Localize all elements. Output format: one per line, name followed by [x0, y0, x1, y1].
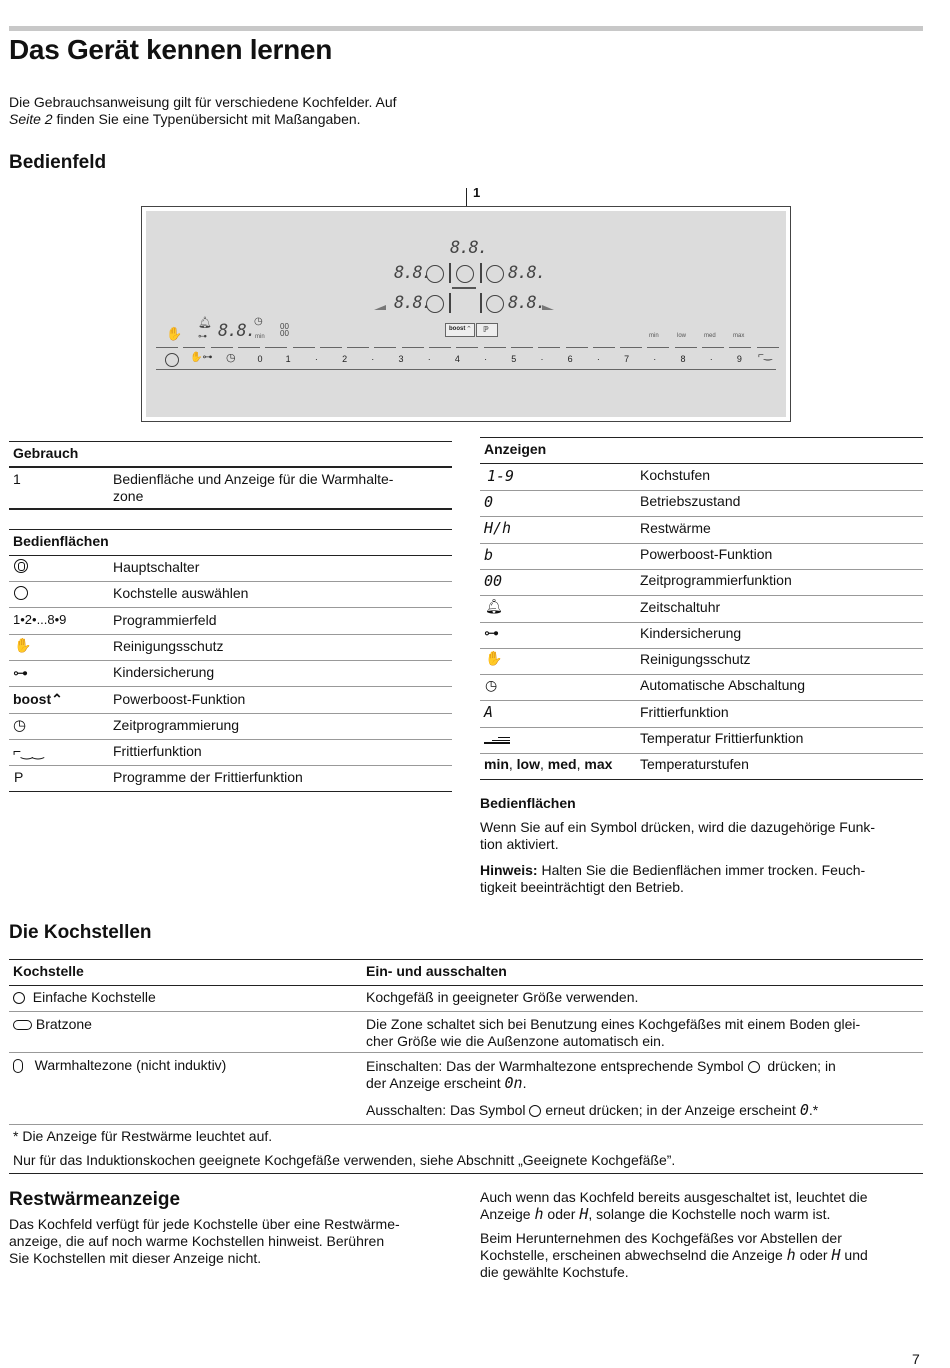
key-separator [374, 347, 396, 348]
key-icon: ⊶ [484, 625, 499, 642]
fry-program-symbol: P [14, 769, 24, 785]
row-separator [9, 634, 452, 635]
key-separator [347, 347, 369, 348]
row1-text: Kochgefäß in geeigneter Größe verwenden. [366, 989, 639, 1005]
anzeige-label: Frittierfunktion [640, 703, 729, 720]
rw-r2-3: die gewählte Kochstufe. [480, 1264, 629, 1280]
gebrauch-line-2: zone [113, 488, 144, 504]
main-switch-icon [14, 559, 28, 576]
rule [9, 1173, 923, 1174]
rw-r2-2a: Kochstelle, erscheinen abwechselnd die Anzeige [480, 1247, 783, 1263]
residual-heat-symbol: H/h [484, 519, 512, 537]
key-2[interactable]: 2 [342, 354, 348, 364]
bedienflaechen-header: Bedienflächen [13, 533, 109, 549]
anzeige-label: Powerboost-Funktion [640, 545, 773, 562]
boost-symbol [13, 691, 63, 708]
row2-line-1: Die Zone schaltet sich bei Benutzung eines Kochgefäßes mit einem Boden glei- [366, 1016, 861, 1032]
page-number: 7 [912, 1351, 920, 1367]
hand-icon: ✋ [14, 637, 32, 653]
anzeige-label: Zeitprogrammierfunktion [640, 572, 792, 589]
kochstelle-row-2 [13, 1016, 92, 1033]
gebrauch-text [113, 471, 393, 505]
clock-icon[interactable]: ◷ [226, 352, 236, 364]
seg-h-symbol: h [786, 1246, 796, 1264]
hand-icon: ✋ [485, 650, 503, 666]
bedienflaeche-label: Programmierfeld [113, 611, 217, 628]
circle-icon [13, 992, 25, 1004]
key-separator [538, 347, 560, 348]
rw-left-2: anzeige, die auf noch warme Kochstellen hinweist. Berühren [9, 1233, 385, 1249]
zone-ring-front-left[interactable] [426, 265, 444, 283]
key-4[interactable]: 4 [454, 354, 460, 364]
timer-00-symbol: 00 [484, 572, 503, 590]
temp-label-low: low [677, 333, 687, 339]
key-dot[interactable]: · [314, 354, 318, 364]
cookware-note: Nur für das Induktionskochen geeignete Kochgefäße verwenden, siehe Abschnitt „Geeignete Kochgefäße”. [13, 1152, 676, 1168]
row2-text [366, 1016, 860, 1050]
bedienflaeche-label: Hauptschalter [113, 559, 200, 575]
bedienfeld-heading: Bedienfeld [9, 152, 107, 173]
key-0[interactable]: 0 [257, 354, 263, 364]
fry-icon: ⌐‿‿ [13, 743, 44, 759]
key-separator [320, 347, 342, 348]
key-6[interactable]: 6 [567, 354, 573, 364]
hint-line-1: Halten Sie die Bedienflächen immer trocken. Feuch- [537, 862, 866, 878]
seg-H-symbol: H [831, 1246, 841, 1264]
rule [9, 508, 452, 510]
on-seg-symbol: 0n [504, 1074, 523, 1092]
min-label: min [255, 334, 265, 340]
anzeige-label: Zeitschaltuhr [640, 598, 721, 615]
key-separator [402, 347, 424, 348]
row-separator [9, 739, 452, 740]
auto-off-icon: ◷ [485, 677, 498, 693]
key-separator [265, 347, 287, 348]
row3-on-end: . [522, 1075, 527, 1091]
key-dot[interactable]: · [484, 354, 488, 364]
auto-off-icon: ◷ [254, 316, 263, 327]
boost-text: boost [13, 691, 52, 707]
row-separator [480, 490, 923, 491]
info-line-1: Wenn Sie auf ein Symbol drücken, wird die dazugehörige Funk- [480, 819, 876, 835]
footnote: * Die Anzeige für Restwärme leuchtet auf. [13, 1128, 273, 1144]
bedienflaeche-label: Frittierfunktion [113, 743, 202, 760]
bedienflaeche-label: Powerboost-Funktion [113, 690, 246, 707]
fry-A-symbol: A [484, 703, 494, 721]
key-separator [211, 347, 233, 348]
kochstellen-heading: Die Kochstellen [9, 922, 152, 943]
row3-on-b: drücken; in [767, 1058, 836, 1074]
key-separator [511, 347, 533, 348]
rw-r2-1: Beim Herunternehmen des Kochgefäßes vor Abstellen der [480, 1230, 842, 1246]
key-separator [156, 347, 178, 348]
top-rule [9, 26, 923, 31]
display-top: 8.8. [450, 238, 487, 258]
row-separator [9, 581, 452, 582]
rw-r2-2b: oder [799, 1247, 828, 1263]
ring-divider [449, 263, 451, 283]
key-dot[interactable]: · [371, 354, 375, 364]
anzeige-label: Restwärme [640, 519, 711, 536]
row-separator [480, 779, 923, 780]
rw-r1-2b: oder [547, 1206, 576, 1222]
rw-r1-2c: , solange die Kochstelle noch warm ist. [588, 1206, 831, 1222]
anzeigen-header: Anzeigen [484, 441, 547, 457]
zone-bar [452, 287, 476, 289]
anzeige-label: Temperaturstufen [640, 756, 749, 773]
key-separator [620, 347, 642, 348]
row-separator [9, 765, 452, 766]
temp-label-med: med [704, 333, 716, 339]
boost-chevron-icon: ⌃ [466, 326, 472, 333]
rule [9, 441, 452, 442]
bell-icon: 🔔︎ [485, 598, 503, 614]
bedienflaechen-info-heading: Bedienflächen [480, 795, 576, 811]
bedienflaeche-label: Programme der Frittierfunktion [113, 769, 303, 786]
row-separator [480, 753, 923, 754]
circle-icon [14, 586, 28, 603]
key-3[interactable]: 3 [398, 354, 404, 364]
restwaerme-right-p1 [480, 1189, 868, 1223]
circle-icon [529, 1105, 541, 1117]
key-separator [429, 347, 451, 348]
key-separator [484, 347, 506, 348]
bedienflaeche-label: Kochstelle auswählen [113, 585, 249, 602]
temp-levels-symbol: min, low, med, max [484, 756, 613, 772]
rule [9, 1052, 923, 1053]
key-baseline [156, 369, 776, 370]
row-separator [9, 791, 452, 792]
rule [480, 437, 923, 438]
hand-key-icon[interactable]: ✋⊶ [190, 352, 213, 363]
row1-name: Einfache Kochstelle [32, 989, 156, 1005]
row-separator [480, 543, 923, 544]
zone-ring-center[interactable] [456, 265, 474, 283]
page-title: Das Gerät kennen lernen [9, 34, 333, 65]
temp-bars-icon [484, 731, 510, 747]
key-1[interactable]: 1 [285, 354, 291, 364]
clock-icon: ◷ [13, 717, 27, 734]
rw-r1-2a: Anzeige [480, 1206, 531, 1222]
rule [9, 555, 452, 556]
temp-label-max: max [733, 333, 745, 339]
ring-divider [480, 263, 482, 283]
ein-aus-col-header: Ein- und ausschalten [366, 963, 507, 979]
rw-left-3: Sie Kochstellen mit dieser Anzeige nicht. [9, 1250, 262, 1266]
control-panel [146, 211, 786, 417]
row3-off-b: erneut drücken; in der Anzeige erscheint [545, 1102, 796, 1118]
double-zero-icon: 00 00 [280, 322, 289, 338]
row3-on-a: Einschalten: Das der Warmhaltezone entsprechende Symbol [366, 1058, 744, 1074]
restwaerme-heading: Restwärmeanzeige [9, 1189, 181, 1210]
rw-r1-1: Auch wenn das Kochfeld bereits ausgeschaltet ist, leuchtet die [480, 1189, 868, 1205]
hint-label: Hinweis: [480, 862, 538, 878]
row2-name: Bratzone [35, 1016, 92, 1032]
double-chevron-icon: ⌃ [51, 691, 63, 707]
hint-line-2: tigkeit beeinträchtigt den Betrieb. [480, 879, 684, 895]
row-separator [9, 713, 452, 714]
key-separator [647, 347, 669, 348]
boost-button[interactable] [445, 323, 475, 337]
rule [9, 1124, 923, 1125]
rule [480, 463, 923, 464]
gebrauch-line-1: Bedienfläche und Anzeige für die Warmhalte- [113, 471, 394, 487]
display-row2-left: 8.8. [394, 293, 431, 313]
row3-on-c: der Anzeige erscheint [366, 1075, 501, 1091]
rule [9, 959, 923, 960]
key-dot[interactable]: · [596, 354, 600, 364]
bedienflaeche-label: Reinigungsschutz [113, 637, 224, 654]
key-separator [238, 347, 260, 348]
level-1-9-symbol: 1-9 [487, 467, 515, 485]
fry-program-button[interactable] [476, 323, 498, 337]
temp-wedge-left [374, 305, 386, 310]
display-row2-right: 8.8. [508, 293, 545, 313]
anzeige-label: Kochstufen [640, 467, 711, 483]
kochstelle-col-header: Kochstelle [13, 963, 84, 979]
row-separator [480, 648, 923, 649]
circle-icon [748, 1061, 760, 1073]
row-separator [480, 622, 923, 623]
key-icon: ⊶ [198, 331, 207, 341]
fry-icon[interactable]: ⌐‿ [758, 350, 772, 361]
zone-ring-rear-right[interactable] [486, 295, 504, 313]
key-separator [593, 347, 615, 348]
row-separator [480, 700, 923, 701]
row3-name: Warmhaltezone (nicht induktiv) [34, 1057, 227, 1073]
zone-ring-rear-left[interactable] [426, 295, 444, 313]
display-row1-left: 8.8. [394, 263, 431, 283]
intro-page-ref: Seite 2 [9, 111, 53, 127]
anzeige-label: Betriebszustand [640, 493, 741, 510]
seg-h-symbol: h [534, 1205, 544, 1223]
key-7[interactable]: 7 [624, 354, 630, 364]
intro-text [9, 94, 397, 128]
row-separator [480, 569, 923, 570]
ring-divider [449, 293, 451, 313]
anzeige-label: Kindersicherung [640, 624, 742, 641]
anzeige-label: Reinigungsschutz [640, 651, 751, 668]
rw-left-1: Das Kochfeld verfügt für jede Kochstelle über eine Restwärme- [9, 1216, 400, 1232]
temp-wedge-right [542, 305, 554, 310]
anzeige-label: Temperatur Frittierfunktion [640, 730, 804, 746]
key-dot[interactable]: · [653, 354, 657, 364]
pill-icon [13, 1059, 23, 1073]
zone-ring-front-right[interactable] [486, 265, 504, 283]
hint-text [480, 862, 865, 896]
key-5[interactable]: 5 [511, 354, 517, 364]
restwaerme-left-text [9, 1216, 400, 1267]
bedienflaeche-label: Kindersicherung [113, 664, 215, 681]
main-switch-icon[interactable] [165, 353, 179, 367]
gebrauch-key: 1 [13, 471, 21, 487]
row-separator [9, 686, 452, 687]
programming-field-symbol: 1•2•...8•9 [13, 612, 67, 627]
rule [9, 466, 452, 468]
restwaerme-right-p2 [480, 1230, 868, 1281]
boost-b-symbol: b [484, 546, 494, 564]
kochstelle-row-1 [13, 989, 156, 1006]
row-separator [480, 674, 923, 675]
key-separator [757, 347, 779, 348]
boost-label: boost [449, 326, 466, 332]
temp-level-min: min [484, 756, 509, 772]
bedienflaechen-info-text [480, 819, 875, 853]
callout-number: 1 [473, 185, 481, 200]
intro-line-2: finden Sie eine Typenübersicht mit Maßangaben. [52, 111, 361, 127]
key-separator [729, 347, 751, 348]
fry-program-icon: ℙ [483, 325, 489, 334]
bedienflaeche-label: Zeitprogrammierung [113, 716, 240, 733]
temp-label-min: min [649, 333, 659, 339]
key-dot[interactable]: · [427, 354, 431, 364]
intro-line-1: Die Gebrauchsanweisung gilt für verschiedene Kochfelder. Auf [9, 94, 397, 110]
key-separator [456, 347, 478, 348]
rule [9, 1011, 923, 1012]
anzeige-label: Automatische Abschaltung [640, 677, 805, 694]
row3-off-a: Ausschalten: Das Symbol [366, 1102, 526, 1118]
row-separator [480, 516, 923, 517]
key-separator [566, 347, 588, 348]
row3-off-text [366, 1102, 818, 1119]
key-separator [675, 347, 697, 348]
kochstelle-row-3 [13, 1057, 226, 1074]
row2-line-2: cher Größe wie die Außenzone automatisch ein. [366, 1033, 665, 1049]
key-dot[interactable]: · [540, 354, 544, 364]
key-separator [702, 347, 724, 348]
row3-on-text [366, 1058, 836, 1092]
off-seg-symbol: 0 [799, 1101, 809, 1119]
temp-level-low: low [516, 756, 541, 772]
rule [9, 985, 923, 986]
temp-level-med: med [547, 756, 577, 772]
bell-icon: 🔔︎ [198, 317, 212, 329]
display-row1-right: 8.8. [508, 263, 545, 283]
key-separator [183, 347, 205, 348]
row-separator [9, 660, 452, 661]
row3-off-end: .* [808, 1102, 819, 1118]
key-separator [293, 347, 315, 348]
hand-icon[interactable]: ✋ [166, 326, 183, 341]
rw-r2-2c: und [844, 1247, 868, 1263]
key-dot[interactable]: · [709, 354, 713, 364]
status-0-symbol: 0 [484, 493, 494, 511]
oval-icon [13, 1020, 32, 1030]
key-8[interactable]: 8 [680, 354, 686, 364]
seg-H-symbol: H [579, 1205, 589, 1223]
ring-divider [480, 293, 482, 313]
timer-display: 8.8. [218, 321, 255, 341]
temp-level-max: max [584, 756, 613, 772]
row-separator [480, 727, 923, 728]
info-line-2: tion aktiviert. [480, 836, 559, 852]
key-9[interactable]: 9 [736, 354, 742, 364]
row-separator [480, 595, 923, 596]
rule [9, 529, 452, 530]
key-icon: ⊶ [13, 665, 28, 682]
row-separator [9, 607, 452, 608]
gebrauch-header: Gebrauch [13, 445, 79, 461]
